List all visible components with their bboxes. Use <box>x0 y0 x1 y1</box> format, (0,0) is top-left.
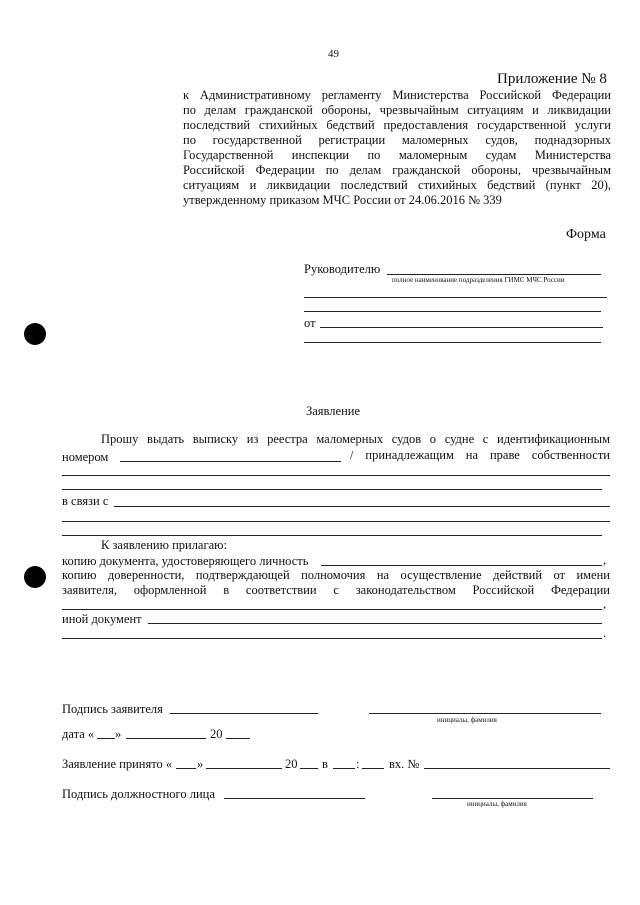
official-sign-line[interactable] <box>224 798 365 799</box>
date-day-line[interactable] <box>97 738 115 739</box>
incoming-no-label: вх. № <box>389 757 420 771</box>
id-doc-field-line[interactable] <box>321 565 602 566</box>
appendix-line: Государственной инспекции по маломерным судам Министерства <box>183 148 611 162</box>
to-label: Руководителю <box>304 262 381 276</box>
incoming-no-line[interactable] <box>424 768 610 769</box>
reason-label: в связи с <box>62 494 109 508</box>
date-month-line[interactable] <box>126 738 206 739</box>
accepted-day-line[interactable] <box>176 768 196 769</box>
official-initials-caption: инициалы, фамилия <box>467 800 527 808</box>
punch-hole <box>24 323 46 345</box>
page-number: 49 <box>328 48 339 60</box>
appendix-text <box>183 88 611 208</box>
to-field-line[interactable] <box>387 274 601 275</box>
date-mid: » <box>115 727 122 741</box>
from-field-line[interactable] <box>320 327 603 328</box>
official-initials-line[interactable] <box>432 798 593 799</box>
other-doc-field-line-2[interactable] <box>62 638 602 639</box>
from-label: от <box>304 316 316 330</box>
ownership-wrap <box>350 448 610 463</box>
appendix-line: Российской Федерации по делам гражданской обороны, чрезвычайным <box>183 163 611 177</box>
appendix-line: к Административному регламенту Министерства Российской Федерации <box>183 88 611 102</box>
poa-line: копию доверенности, подтверждающей полномочия на осуществление действий от имени <box>62 568 610 582</box>
to-field-line-3[interactable] <box>304 311 601 312</box>
owner-field-line[interactable] <box>62 475 610 476</box>
id-doc-comma: , <box>603 553 607 567</box>
owner-field-line-2[interactable] <box>62 489 602 490</box>
accepted-month-line[interactable] <box>206 768 282 769</box>
punch-hole <box>24 566 46 588</box>
applicant-initials-line[interactable] <box>369 713 601 714</box>
reason-field-line-2[interactable] <box>62 521 610 522</box>
other-doc-label: иной документ <box>62 612 142 626</box>
attachments-intro: К заявлению прилагаю: <box>101 538 227 552</box>
request-line-1 <box>101 432 610 447</box>
applicant-sign-label: Подпись заявителя <box>62 702 163 716</box>
poa-line: заявителя, оформленной в соответствии с законодательством Российской Федерации <box>62 583 610 597</box>
appendix-line: утвержденному приказом МЧС России от 24.06.2016 № 339 <box>183 193 502 207</box>
accepted-colon: : <box>356 757 360 771</box>
poa-field-line[interactable] <box>62 609 602 610</box>
number-field-line[interactable] <box>120 461 341 462</box>
appendix-line: ситуациям и ликвидации последствий стихийных бедствий (пункт 20), <box>183 178 611 192</box>
to-field-line-2[interactable] <box>304 297 607 298</box>
appendix-line: по делам гражданской обороны, чрезвычайным ситуациям и ликвидации <box>183 103 611 117</box>
accepted-minute-line[interactable] <box>362 768 384 769</box>
from-field-line-2[interactable] <box>304 342 601 343</box>
date-year-line[interactable] <box>226 738 250 739</box>
id-doc-label: копию документа, удостоверяющего личность <box>62 554 309 568</box>
reason-field-line-3[interactable] <box>62 535 602 536</box>
number-label: номером <box>62 450 109 464</box>
accepted-in: в <box>322 757 328 771</box>
poa-text <box>62 568 610 598</box>
appendix-title: Приложение № 8 <box>497 71 607 87</box>
statement-title: Заявление <box>306 404 361 418</box>
accepted-mid: » <box>197 757 204 771</box>
accepted-year-line[interactable] <box>300 768 318 769</box>
poa-comma: , <box>603 597 607 611</box>
appendix-line: по государственной регистрации маломерных судов, поднадзорных <box>183 133 611 147</box>
to-caption: полное наименование подразделения ГИМС МЧС России <box>392 276 565 284</box>
request-text: Прошу выдать выписку из реестра маломерных судов о судне с идентификационным <box>101 432 610 446</box>
accepted-hour-line[interactable] <box>333 768 355 769</box>
other-doc-field-line[interactable] <box>148 623 602 624</box>
date-year-prefix: 20 <box>210 727 223 741</box>
accepted-year-prefix: 20 <box>285 757 298 771</box>
applicant-sign-line[interactable] <box>170 713 318 714</box>
accepted-prefix: Заявление принято « <box>62 757 173 771</box>
initials-caption: инициалы, фамилия <box>437 716 497 724</box>
date-prefix: дата « <box>62 727 95 741</box>
appendix-line: последствий стихийных бедствий предоставления государственной услуги <box>183 118 611 132</box>
official-sign-label: Подпись должностного лица <box>62 787 215 801</box>
reason-field-line[interactable] <box>114 506 610 507</box>
other-doc-period: . <box>603 626 607 640</box>
form-label: Форма <box>566 227 606 242</box>
ownership-text: / принадлежащим на праве собственности <box>350 448 610 462</box>
